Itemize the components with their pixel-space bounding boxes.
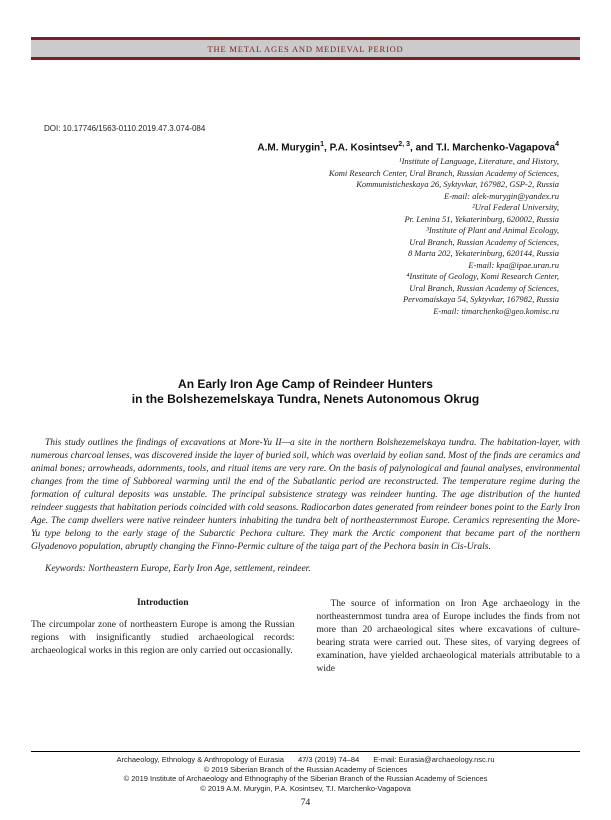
affiliation-line: Pervomaiskaya 54, Syktyvkar, 167982, Russia [402,294,559,305]
affiliation-line: ²Ural Federal University, [472,202,559,213]
article-title-line-2: in the Bolshezemelskaya Tundra, Nenets Autonomous Okrug [131,392,480,407]
footer-copyright-line: © 2019 Institute of Archaeology and Ethnography of the Siberian Branch of the Russian Academy of Sciences [123,774,488,783]
affiliation-email: E-mail: kpa@ipae.uran.ru [468,259,559,270]
footer-journal-email: E-mail: Eurasia@archaeology.nsc.ru [373,755,495,764]
section-band [31,37,580,60]
affiliation-line: Ural Branch, Russian Academy of Sciences, [409,236,559,247]
section-band-title: THE METAL AGES AND MEDIEVAL PERIOD [207,44,404,54]
footer-copyright-line: © 2019 Siberian Branch of the Russian Academy of Sciences [203,764,408,774]
right-column-paragraph: The source of information on Iron Age archaeology in the northeasternmost tundra area of Europe includes the finds from not more than 20 archaeological sites where excavations of culture-bearing strata were carried out. These sites, of varying degrees of examination, have yielded archaeological materials attributable to a wide [316,599,580,675]
abstract-paragraph: This study outlines the findings of excavations at More-Yu II—a site in the northern Bolshezemelskaya tundra. The habitation-layer, with numerous charcoal lenses, was discovered inside the layer of buried soil, which was overlaid by eolian sand. Most of the finds are ceramics and animal bones; arrowheads, adornments, tools, and ritual items are very rare. On the basis of palynological and faunal analyses, environmental changes from the time of Subboreal warming until the end of the Subatlantic period are reconstructed. The temperature regime during the formation of cultural deposits was unstable. The principal subsistence strategy was reindeer hunting. The age distribution of the hunted reindeer suggests that habitation periods coincided with cold seasons. Radiocarbon dates generated from reindeer bones point to the Early Iron Age. The camp dwellers were native reindeer hunters inhabiting the tundra belt of northeasternmost Europe. Ceramics representing the More-Yu type belong to the early stage of the Subarctic Pechora culture. They mark the Arctic component that became part of the northern Glyadenovo population, abruptly changing the Finno-Permic culture of the taiga part of the Pechora basin in Cis-Urals. [31,438,580,553]
author-1-affiliation-mark: 1 [320,141,325,148]
affiliation-email: E-mail: alek-murygin@yandex.ru [444,190,559,201]
introduction-heading: Introduction [136,598,189,609]
affiliation-line: 8 Marta 202, Yekaterinburg, 620144, Russia [408,248,559,259]
author-1: A.M. Murygin [257,142,321,154]
author-separator: , [324,142,330,154]
keywords-label: Keywords: [45,564,86,575]
author-2: P.A. Kosintsev [329,142,399,154]
keywords-line [31,563,580,576]
author-3-affiliation-mark: 4 [555,141,559,148]
affiliation-line: Kommunisticheskaya 26, Syktyvkar, 167982, GSP-2, Russia [356,179,559,190]
affiliation-line: Pr. Lenina 51, Yekaterinburg, 620002, Russia [404,213,559,224]
author-2-affiliation-mark: 2, 3 [398,141,411,148]
affiliation-line: ⁴Institute of Geology, Komi Research Center, [406,271,559,282]
footer-copyright-line: © 2019 A.M. Murygin, P.A. Kosintsev, T.I. Marchenko-Vagapova [200,783,411,793]
footer-journal-name: Archaeology, Ethnology & Anthropology of Eurasia [116,755,284,764]
author-3: T.I. Marchenko-Vagapova [436,142,556,154]
keywords-text: Northeastern Europe, Early Iron Age, settlement, reindeer. [85,564,311,575]
affiliation-line: Ural Branch, Russian Academy of Sciences, [409,282,559,293]
affiliation-line: Komi Research Center, Ural Branch, Russian Academy of Sciences, [328,167,559,178]
article-title-line-1: An Early Iron Age Camp of Reindeer Hunters [178,377,433,392]
affiliations-block [31,156,559,317]
left-column [31,598,295,676]
doi-line: DOI: 10.17746/1563-0110.2019.47.3.074-084 [44,124,206,133]
authors-line [31,141,559,153]
right-column [317,598,581,676]
affiliation-line: ³Institute of Plant and Animal Ecology, [426,225,559,236]
article-title [31,377,580,407]
affiliation-line: ¹Institute of Language, Literature, and History, [399,156,559,167]
left-column-paragraph: The circumpolar zone of northeastern Europe is among the Russian regions with insignificantly studied archaeological records: archaeological works in this region are only carried out occasionally. [31,620,295,657]
page-number: 74 [300,798,311,808]
journal-footer [31,751,580,793]
two-column-body [31,598,580,676]
footer-journal-line [31,755,580,765]
affiliation-email: E-mail: timarchenko@geo.komisc.ru [433,305,559,316]
footer-issue-info: 47/3 (2019) 74–84 [297,755,360,764]
author-separator: , and [410,142,437,154]
